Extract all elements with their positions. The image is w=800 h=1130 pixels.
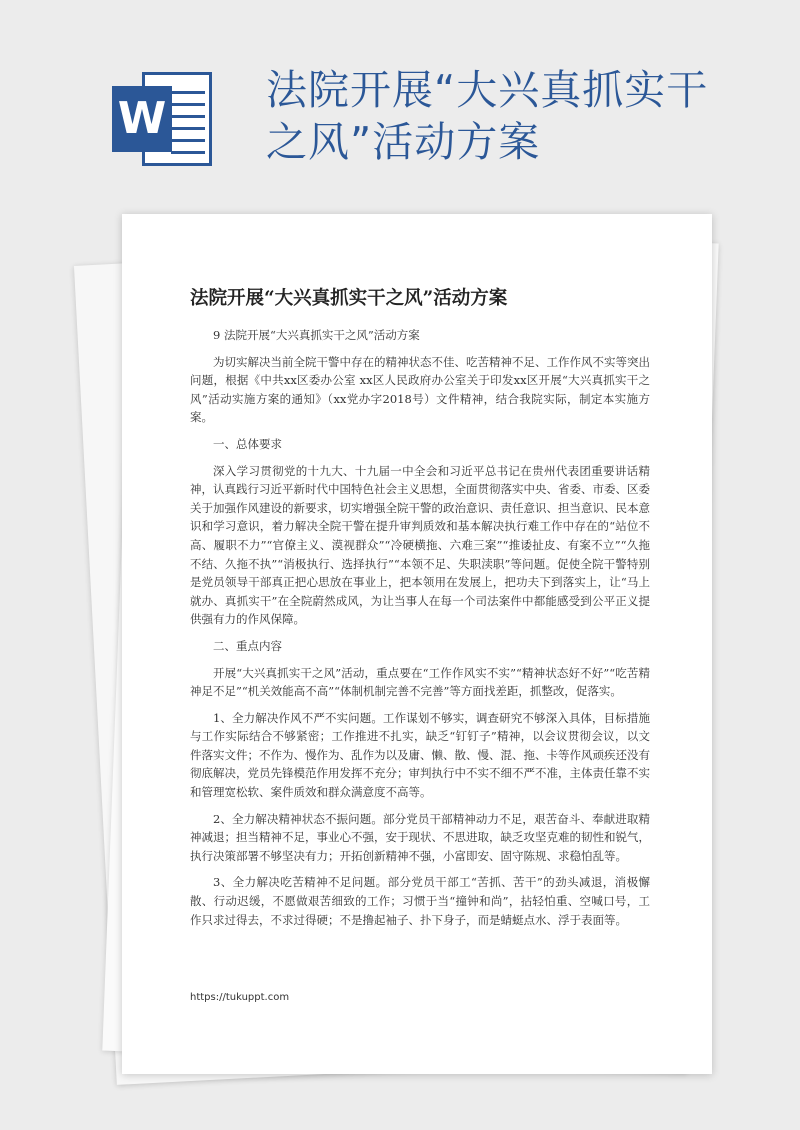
document-subtitle: 9 法院开展“大兴真抓实干之风”活动方案: [213, 328, 420, 342]
section-heading: 二、重点内容: [213, 638, 282, 653]
section-heading: 一、总体要求: [213, 436, 282, 451]
document-body: [190, 324, 650, 937]
header-banner: [0, 0, 800, 190]
footer-link[interactable]: https://tukuppt.com: [190, 992, 290, 1003]
word-letter-icon: W: [112, 86, 172, 152]
document-title: 法院开展“大兴真抓实干之风”活动方案: [190, 288, 508, 309]
paragraph: 深入学习贯彻党的十九大、十九届一中全会和习近平总书记在贵州代表团重要讲话精神，认真践行习近平新时代中国特色社会主义思想，全面贯彻落实中央、省委、市委、区委关于加强作风建设的新要求，切实增强全院干警的政治意识、责任意识、担当意识、民本意识和学习意识，着力解决全院干警在提升审判质效和基本解决执行难工作中存在的“站位不高、履职不力”“官僚主义、漠视群众”“冷硬横拖、六难三案”“推诿扯皮、有案不立”“久拖不结、久拖不执”“消极执行、选择执行”“本领不足、失职渎职”等问题。促使全院干警特别是党员领导干部真正把心思放在事业上，把本领用在发展上，把功夫下到落实上，让“马上就办、真抓实干”在全院蔚然成风，为让当事人在每一个司法案件中都能感受到公平正义提供强有力的作风保障。: [190, 463, 650, 627]
paragraph: 开展“大兴真抓实干之风”活动，重点要在“工作作风实不实”“精神状态好不好”“吃苦精神足不足”“机关效能高不高”“体制机制完善不完善”等方面找差距，抓整改，促落实。: [190, 665, 650, 699]
paragraph: 为切实解决当前全院干警中存在的精神状态不佳、吃苦精神不足、工作作风不实等突出问题，根据《中共xx区委办公室 xx区人民政府办公室关于印发xx区开展“大兴真抓实干之风”活动实施方案的通知》（xx党办字2018号）文件精神，结合我院实际，制定本实施方案。: [190, 354, 650, 425]
banner-title: 法院开展“大兴真抓实干之风”活动方案: [266, 66, 709, 166]
paragraph: 2、全力解决精神状态不振问题。部分党员干部精神动力不足，艰苦奋斗、奉献进取精神减退；担当精神不足，事业心不强，安于现状、不思进取，缺乏攻坚克难的韧性和锐气，执行决策部署不够坚决有力；开拓创新精神不强，小富即安、固守陈规、求稳怕乱等。: [190, 811, 650, 863]
paragraph: 3、全力解决吃苦精神不足问题。部分党员干部工“苦抓、苦干”的劲头减退，消极懈散、行动迟缓，不愿做艰苦细致的工作；习惯于当“撞钟和尚”，拈轻怕重、空喊口号，工作只求过得去，不求过得硬；不是撸起袖子、扑下身子，而是蜻蜓点水、浮于表面等。: [190, 875, 650, 927]
document-page: [122, 214, 712, 1074]
word-document-icon: [112, 72, 216, 166]
paragraph: 1、全力解决作风不严不实问题。工作谋划不够实，调查研究不够深入具体，目标措施与工作实际结合不够紧密；工作推进不扎实，缺乏“钉钉子”精神，以会议贯彻会议，以文件落实文件；不作为、慢作为、乱作为以及庸、懒、散、慢、混、拖、卡等作风顽疾还没有彻底解决，党员先锋模范作用发挥不充分；审判执行中不实不细不严不准，主体责任靠不实和管理宽松软、案件质效和群众满意度不高等。: [190, 710, 650, 800]
